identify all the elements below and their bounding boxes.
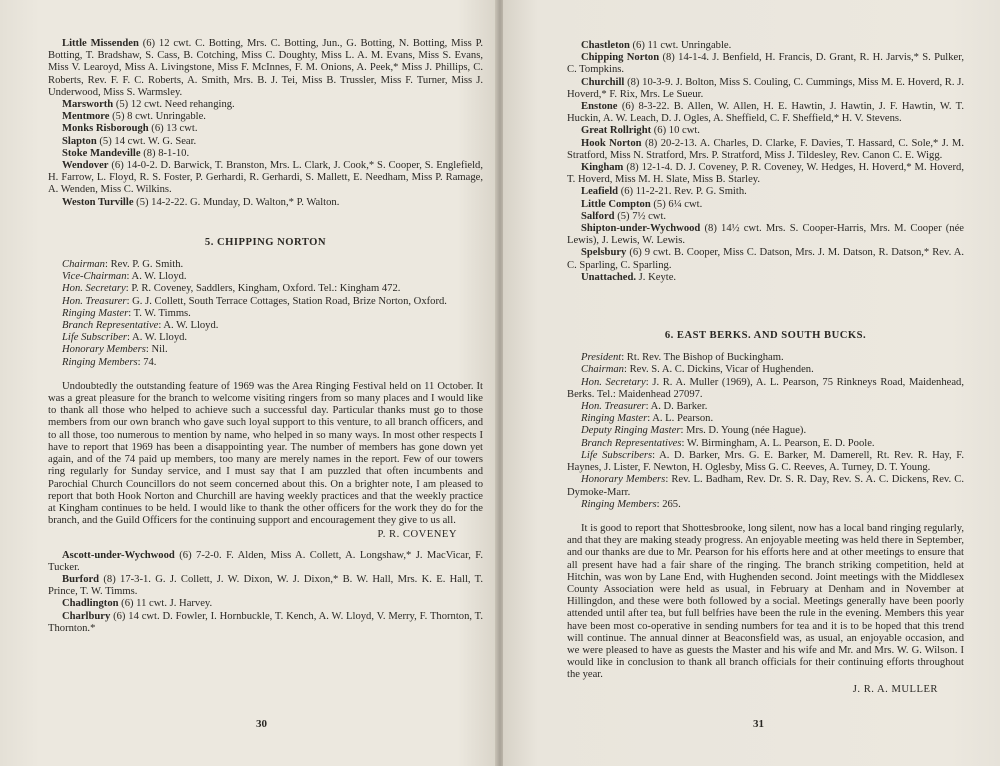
tower-entry: Wendover (6) 14-0-2. D. Barwick, T. Branston, Mrs. L. Clark, J. Cook,* S. Cooper, S. Englefield, H. Farrow, L. Floyd, R. S. Foster, P. Gerhardi, R. Gerhardi, S. Mallett, E. Needham, Miss P. Ramage, A. Wenden, Miss C. Wilkins.: [48, 160, 483, 196]
officer-line: Hon. Treasurer: G. J. Collett, South Terrace Cottages, Station Road, Brize Norton, Oxford.: [62, 295, 447, 307]
officer-line: Hon. Treasurer: A. D. Barker.: [581, 401, 708, 413]
tower-entry: Stoke Mandeville (8) 8-1-10.: [62, 147, 190, 159]
tower-entry: Spelsbury (6) 9 cwt. B. Cooper, Miss C. Datson, Mrs. J. M. Datson, R. Datson,* Rev. A. C. Sparling, C. Sparling.: [567, 247, 964, 271]
tower-entry: Little Compton (5) 6¼ cwt.: [581, 198, 703, 210]
tower-entry: Enstone (6) 8-3-22. B. Allen, W. Allen, H. E. Hawtin, J. Hawtin, J. F. Hawtin, W. T. Huckin, A. W. Leach, D. J. Ogles, A. Sheffield, C. F. Sheffield,* H. V. Stevens.: [567, 101, 964, 125]
report-signature: P. R. COVENEY: [377, 529, 457, 541]
tower-entry: Salford (5) 7½ cwt.: [581, 210, 667, 222]
section-title: 6. EAST BERKS. AND SOUTH BUCKS.: [664, 330, 867, 342]
officer-line: Ringing Members: 74.: [62, 356, 157, 368]
officer-line: Deputy Ringing Master: Mrs. D. Young (née Hague).: [581, 425, 807, 437]
left-towers-top: [48, 38, 483, 209]
tower-entry: Marsworth (5) 12 cwt. Need rehanging.: [62, 99, 235, 111]
officer-line: Chairman: Rev. S. A. C. Dickins, Vicar of Hughenden.: [581, 364, 814, 376]
tower-entry: Hook Norton (8) 20-2-13. A. Charles, D. Clarke, F. Davies, T. Hassard, C. Sole,* J. M. Stratford, Miss N. Stratford, Mrs. P. Stratford, Miss J. Tildesley, Rev. Canon C. E. Wigg.: [567, 137, 964, 161]
tower-entry: Unattached. J. Keyte.: [581, 271, 677, 283]
right-officers: [567, 352, 964, 511]
officer-line: Honorary Members: Rev. L. Badham, Rev. Dr. S. R. Day, Rev. S. A. C. Dickens, Rev. C. Dymoke-Marr.: [567, 474, 964, 498]
tower-entry: Kingham (8) 12-1-4. D. J. Coveney, P. R. Coveney, W. Hedges, H. Hoverd,* M. Hoverd, T. Hoverd, Miss M. H. Slate, Miss B. Starley.: [567, 162, 964, 186]
tower-entry: Chadlington (6) 11 cwt. J. Harvey.: [62, 598, 213, 610]
report-signature: J. R. A. MULLER: [852, 683, 938, 695]
left-officers: [48, 259, 483, 369]
tower-entry: Shipton-under-Wychwood (8) 14½ cwt. Mrs. S. Cooper-Harris, Mrs. M. Cooper (née Lewis), J. Lewis, W. Lewis.: [567, 223, 964, 247]
page-number: 30: [256, 717, 267, 730]
tower-entry: Slapton (5) 14 cwt. W. G. Sear.: [62, 135, 197, 147]
tower-entry: Leafield (6) 11-2-21. Rev. P. G. Smith.: [581, 186, 747, 198]
section-title: 5. CHIPPING NORTON: [204, 236, 327, 248]
officer-line: Vice-Chairman: A. W. Lloyd.: [62, 271, 187, 283]
tower-entry: Weston Turville (5) 14-2-22. G. Munday, D. Walton,* P. Walton.: [62, 196, 340, 208]
right-page: [503, 0, 1000, 766]
tower-entry: Charlbury (6) 14 cwt. D. Fowler, I. Hornbuckle, T. Kench, A. W. Lloyd, V. Merry, F. Thornton, T. Thornton.*: [48, 610, 483, 634]
officer-line: Honorary Members: Nil.: [62, 344, 168, 356]
officer-line: President: Rt. Rev. The Bishop of Buckingham.: [581, 352, 784, 364]
officer-line: Branch Representative: A. W. Lloyd.: [62, 320, 219, 332]
tower-entry: Chastleton (6) 11 cwt. Unringable.: [581, 40, 732, 51]
left-page: [0, 0, 497, 766]
officer-line: Ringing Members: 265.: [581, 498, 681, 510]
officer-line: Life Subscribers: A. D. Barker, Mrs. G. E. Barker, M. Damerell, Rt. Rev. R. Hay, F. Haynes, J. Lister, F. Newton, H. Oglesby, Miss G. C. Reeves, A. Turney, D. T. Young.: [567, 449, 964, 474]
tower-entry: Churchill (8) 10-3-9. J. Bolton, Miss S. Couling, C. Cummings, Miss M. E. Hoverd, R. J. Hoverd,* F. Rix, Mrs. Le Sueur.: [567, 76, 964, 100]
tower-entry: Chipping Norton (8) 14-1-4. J. Benfield, H. Francis, D. Grant, R. H. Jarvis,* S. Pulker, C. Tompkins.: [567, 52, 964, 76]
left-towers-bottom: [48, 550, 483, 635]
branch-report: It is good to report that Shottesbrooke, long silent, now has a local band ringing regularly, and that they are making steady progress. An enjoyable meeting was held there in September, and our thanks are due to Mr. Pearson for his efforts here and at other meetings to ensure that all present have had a fair share of the ringing. The branch striking competition, held at Hitchin, was won by Lane End, with Hughenden second. Joint meetings with the Middlesex County Association were held as usual, in February at Denham and in November at Hillingdon, and these were both followed by a social. Meetings generally have been poorly attended until after tea, but full belfries have been the rule in the evening. Members this year have been most co-operative in sending numbers for tea and it is to be hoped that this trend will continue. The annual dinner at Beaconsfield was, as usual, an enjoyable occasion, and we were pleased to have as guests the Master and his wife and Mr. and Mrs. W. G. Wilson. I would like in conclusion to thank all branch officials for their continuing efforts throughout the year.: [567, 522, 964, 681]
tower-entry: Monks Risborough (6) 13 cwt.: [62, 123, 198, 135]
tower-entry: Ascott-under-Wychwood (6) 7-2-0. F. Alden, Miss A. Collett, A. Longshaw,* J. MacVicar, F. Tucker.: [48, 549, 483, 573]
officer-line: Ringing Master: T. W. Timms.: [62, 307, 191, 319]
tower-entry: Mentmore (5) 8 cwt. Unringable.: [62, 111, 206, 123]
officer-line: Ringing Master: A. L. Pearson.: [581, 413, 714, 425]
tower-entry: Great Rollright (6) 10 cwt.: [581, 125, 700, 137]
officer-line: Hon. Secretary: J. R. A. Muller (1969), A. L. Pearson, 75 Rinkneys Road, Maidenhead, Berks. Tel.: Maidenhead 27097.: [567, 376, 964, 400]
right-towers-top: [567, 40, 964, 284]
tower-entry: Little Missenden (6) 12 cwt. C. Botting, Mrs. C. Botting, Jun., G. Botting, N. Botting, Miss P. Botting, T. Bradshaw, S. Cass, B. Cotching, Miss C. Doughty, Miss L. A. M. Evans, Miss S. Evans, Miss V. Learoyd, Miss A. Livingstone, Miss F. McInnes, F. M. Onions, A. Peek,* Miss J. Phillips, C. Roberts, Rev. F. F. C. Roberts, A. Smith, Mrs. B. J. Tei, Miss B. Trussler, Miss F. Turner, Miss J. Underwood, Miss S. Warmsley.: [48, 38, 483, 98]
officer-line: Life Subscriber: A. W. Lloyd.: [62, 332, 188, 344]
officer-line: Branch Representatives: W. Birmingham, A. L. Pearson, E. D. Poole.: [581, 437, 875, 449]
officer-line: Hon. Secretary: P. R. Coveney, Saddlers, Kingham, Oxford. Tel.: Kingham 472.: [62, 283, 401, 295]
branch-report: Undoubtedly the outstanding feature of 1969 was the Area Ringing Festival held on 11 October. It was a great pleasure for the branch to welcome visiting ringers from so many places and I would like to thank all those who helped to achieve such a successful day. Particular thanks must go to those members from our own branch who gave such loyal support to this venture, to all branch officers, and to all those, too numerous to mention by name, who helped in so many ways. In most other respects I have to report that 1969 has been a disappointing year. The number of members has gone down yet again, and of the 74 paid up members, too many are merely names in the report. Few of our towers ring regularly for Sunday service, and I must say that I am puzzled that often incumbents and Parochial Church Councillors do not seem concerned about this. On a brighter note, I am pleased to report that both Hook Norton and Churchill are having weekly practices and that the weekly practice at Kingham continues to be held. I would like to thank the other officers for the work they do for the branch, and the Guild Officers for the continuing support and encouragement they give to us all.: [48, 380, 483, 527]
page-number: 31: [753, 717, 764, 730]
officer-line: Chairman: Rev. P. G. Smith.: [62, 259, 184, 271]
tower-entry: Burford (8) 17-3-1. G. J. Collett, J. W. Dixon, W. J. Dixon,* B. W. Hall, Mrs. K. E. Hall, T. Prince, T. W. Timms.: [48, 573, 483, 598]
